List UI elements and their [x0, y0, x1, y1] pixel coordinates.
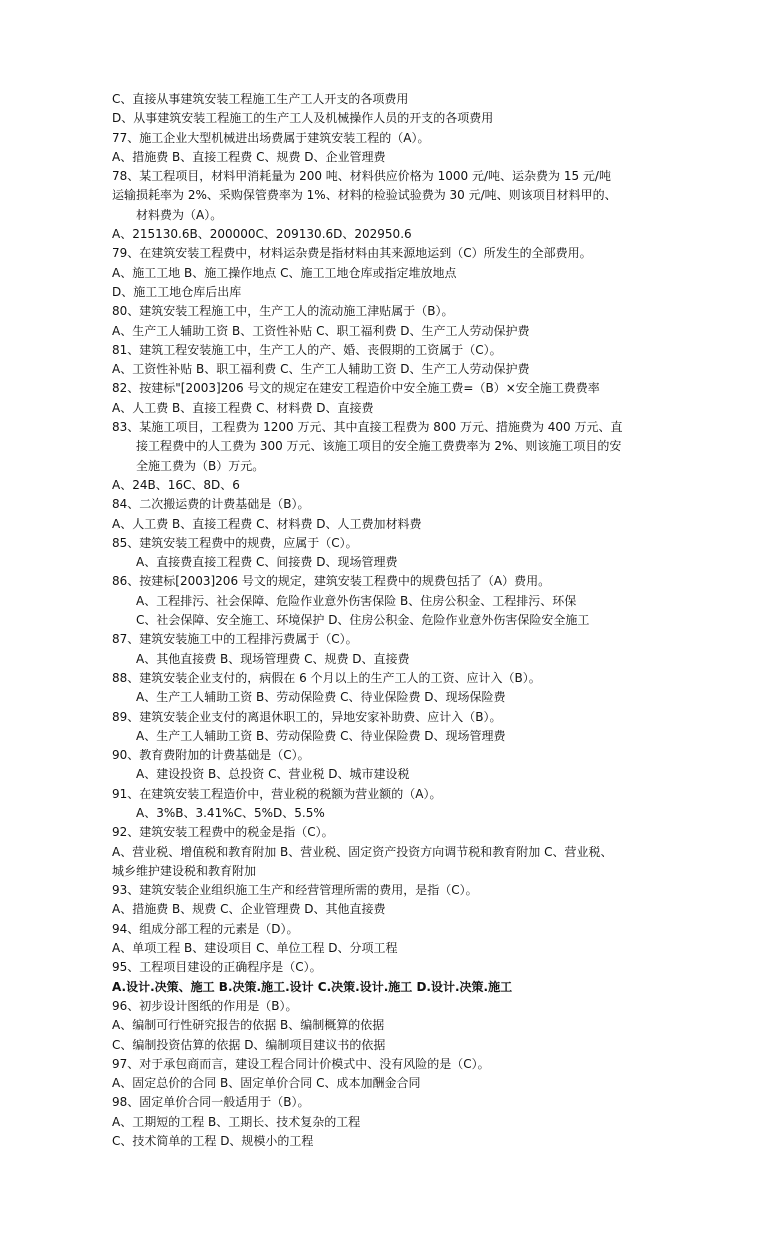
text-line: A、编制可行性研究报告的依据 B、编制概算的依据	[112, 1018, 385, 1033]
text-line: 85、建筑安装工程费中的规费，应属于（C）。	[112, 535, 358, 550]
text-line: A、人工费 B、直接工程费 C、材料费 D、人工费加材料费	[112, 516, 422, 531]
text-line: 95、工程项目建设的正确程序是（C）。	[112, 960, 322, 975]
text-line: 90、教育费附加的计费基础是（C）。	[112, 748, 310, 763]
text-line: 89、建筑安装企业支付的离退休职工的，异地安家补助费、应计入（B）。	[112, 709, 502, 724]
text-line: 81、建筑工程安装施工中，生产工人的产、婚、丧假期的工资属于（C）。	[112, 342, 502, 357]
text-line: C、编制投资估算的依据 D、编制项目建议书的依据	[112, 1037, 386, 1052]
text-line: C、直接从事建筑安装工程施工生产工人开支的各项费用	[112, 92, 409, 106]
text-line: A、人工费 B、直接工程费 C、材料费 D、直接费	[112, 400, 374, 415]
text-line: A、生产工人辅助工资 B、劳动保险费 C、待业保险费 D、现场管理费	[136, 728, 506, 743]
text-line: 79、在建筑安装工程费中，材料运杂费是指材料由其来源地运到（C）所发生的全部费用。	[112, 246, 592, 261]
text-line: A、工程排污、社会保障、危险作业意外伤害保险 B、住房公积金、工程排污、环保	[136, 593, 577, 608]
text-line: 运输损耗率为 2%、采购保管费率为 1%、材料的检验试验费为 30 元/吨、则该项目材料甲的、	[112, 188, 617, 203]
text-line: 97、对于承包商而言，建设工程合同计价模式中、没有风险的是（C）。	[112, 1056, 490, 1071]
text-line: 78、某工程项目，材料甲消耗量为 200 吨、材料供应价格为 1000 元/吨、运杂费为 15 元/吨	[112, 169, 611, 184]
text-line: 86、按建标[2003]206 号文的规定，建筑安装工程费中的规费包括了（A）费用。	[112, 574, 551, 589]
text-line: 城乡维护建设税和教育附加	[112, 863, 257, 878]
text-line: A、3%B、3.41%C、5%D、5.5%	[136, 805, 325, 820]
text-line: A、直接费直接工程费 C、间接费 D、现场管理费	[136, 555, 398, 570]
text-line: A、生产工人辅助工资 B、工资性补贴 C、职工福利费 D、生产工人劳动保护费	[112, 323, 530, 338]
text-line: A、固定总价的合同 B、固定单价合同 C、成本加酬金合同	[112, 1076, 421, 1091]
text-line: C、技术简单的工程 D、规模小的工程	[112, 1134, 314, 1149]
text-line: A.设计.决策、施工 B.决策.施工.设计 C.决策.设计.施工 D.设计.决策.施工	[112, 979, 513, 994]
text-line: 80、建筑安装工程施工中，生产工人的流动施工津贴属于（B）。	[112, 304, 454, 319]
text-line: 全施工费为（B）万元。	[136, 458, 265, 473]
text-line: 83、某施工项目，工程费为 1200 万元、其中直接工程费为 800 万元、措施费为 400 万元、直	[112, 420, 623, 435]
text-line: 84、二次搬运费的计费基础是（B）。	[112, 497, 310, 512]
text-line: A、建设投资 B、总投资 C、营业税 D、城市建设税	[136, 767, 410, 782]
text-line: A、措施费 B、规费 C、企业管理费 D、其他直接费	[112, 902, 386, 917]
text-line: A、215130.6B、200000C、209130.6D、202950.6	[112, 227, 412, 242]
text-line: 96、初步设计图纸的作用是（B）。	[112, 998, 298, 1013]
text-line: 77、施工企业大型机械进出场费属于建筑安装工程的（A）。	[112, 130, 430, 145]
text-line: C、社会保障、安全施工、环境保护 D、住房公积金、危险作业意外伤害保险安全施工	[136, 613, 590, 628]
text-line: 93、建筑安装企业组织施工生产和经营管理所需的费用，是指（C）。	[112, 883, 478, 898]
text-line: A、其他直接费 B、现场管理费 C、规费 D、直接费	[136, 651, 410, 666]
text-line: D、从事建筑安装工程施工的生产工人及机械操作人员的开支的各项费用	[112, 111, 494, 126]
text-line: 82、按建标"[2003]206 号文的规定在建安工程造价中安全施工费=（B）×安全施工费费率	[112, 381, 600, 396]
text-line: A、措施费 B、直接工程费 C、规费 D、企业管理费	[112, 149, 386, 164]
text-line: A、施工工地 B、施工操作地点 C、施工工地仓库或指定堆放地点	[112, 265, 457, 280]
document-page	[0, 90, 765, 1151]
text-line: 94、组成分部工程的元素是（D）。	[112, 921, 299, 936]
text-line: A、生产工人辅助工资 B、劳动保险费 C、待业保险费 D、现场保险费	[136, 690, 506, 705]
text-line: A、营业税、增值税和教育附加 B、营业税、固定资产投资方向调节税和教育附加 C、营业税、	[112, 844, 613, 859]
text-line: 92、建筑安装工程费中的税金是指（C）。	[112, 825, 334, 840]
text-line: 接工程费中的人工费为 300 万元、该施工项目的安全施工费费率为 2%、则该施工项目的安	[136, 439, 622, 454]
text-line: A、24B、16C、8D、6	[112, 477, 240, 492]
text-line: 91、在建筑安装工程造价中，营业税的税额为营业额的（A）。	[112, 786, 442, 801]
text-line: D、施工工地仓库后出库	[112, 284, 242, 299]
text-line: 87、建筑安装施工中的工程排污费属于（C）。	[112, 632, 358, 647]
text-line: A、工资性补贴 B、职工福利费 C、生产工人辅助工资 D、生产工人劳动保护费	[112, 362, 530, 377]
text-line: A、工期短的工程 B、工期长、技术复杂的工程	[112, 1114, 361, 1129]
text-line: 98、固定单价合同一般适用于（B）。	[112, 1095, 310, 1110]
text-line: 88、建筑安装企业支付的，病假在 6 个月以上的生产工人的工资、应计入（B）。	[112, 670, 541, 685]
text-line: 材料费为（A）。	[136, 207, 223, 222]
text-line: A、单项工程 B、建设项目 C、单位工程 D、分项工程	[112, 941, 398, 956]
